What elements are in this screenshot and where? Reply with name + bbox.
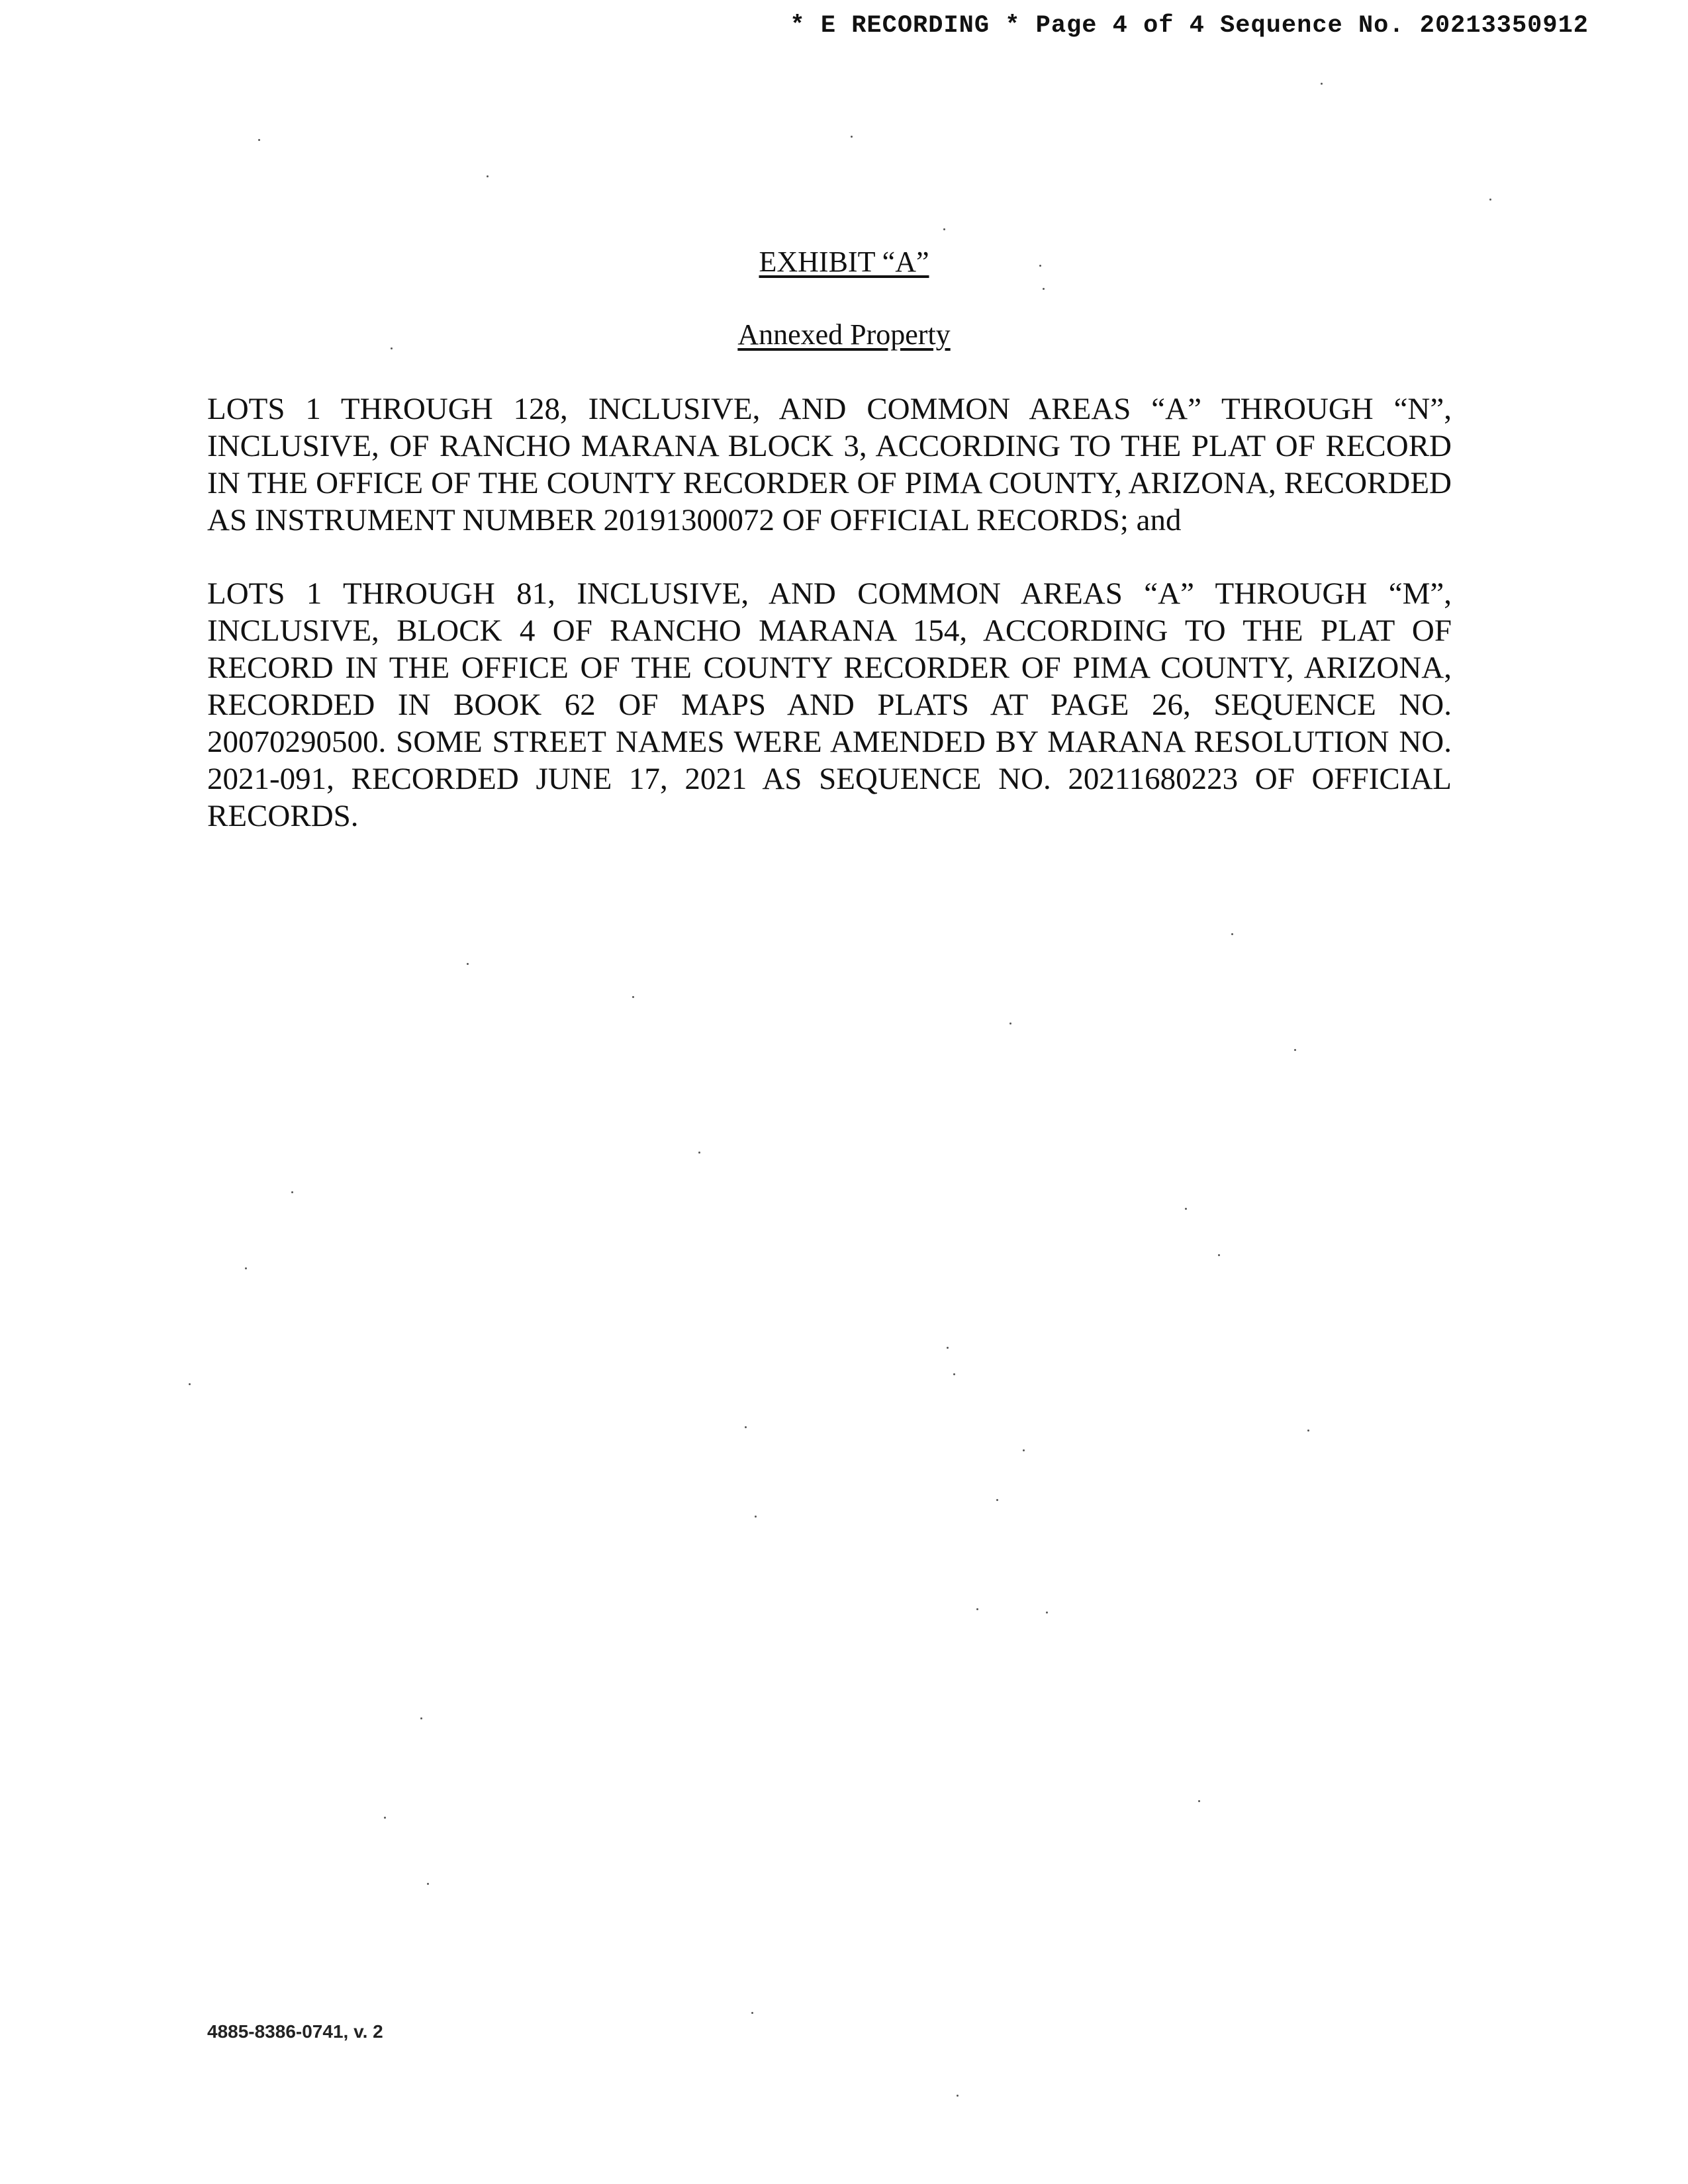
scan-speck <box>755 1516 757 1518</box>
scan-speck <box>258 139 260 141</box>
document-id: 4885-8386-0741, v. 2 <box>207 2021 383 2042</box>
scan-speck <box>1218 1254 1220 1256</box>
scan-speck <box>943 228 945 230</box>
legal-paragraph-block-3: LOTS 1 THROUGH 128, INCLUSIVE, AND COMMON AREAS “A” THROUGH “N”, INCLUSIVE, OF RANCHO MARANA BLOCK 3, ACCORDING TO THE PLAT OF RECORD IN THE OFFICE OF THE COUNTY RECORDER OF PIMA COUNTY, ARIZONA, RECORDED AS INSTRUMENT NUMBER 20191300072 OF OFFICIAL RECORDS; and <box>207 392 1452 537</box>
scan-speck <box>698 1152 700 1154</box>
scan-speck <box>427 1883 429 1885</box>
scan-speck <box>420 1717 422 1719</box>
scan-speck <box>1307 1430 1309 1432</box>
scan-speck <box>1043 288 1045 290</box>
scan-speck <box>953 1373 955 1375</box>
scan-speck <box>1198 1800 1200 1802</box>
scan-speck <box>1321 83 1323 85</box>
legal-paragraph-block-4: LOTS 1 THROUGH 81, INCLUSIVE, AND COMMON AREAS “A” THROUGH “M”, INCLUSIVE, BLOCK 4 OF RANCHO MARANA 154, ACCORDING TO THE PLAT OF RECORD IN THE OFFICE OF THE COUNTY RECORDER OF PIMA COUNTY, ARIZONA, RECORDED IN BOOK 62 OF MAPS AND PLATS AT PAGE 26, SEQUENCE NO. 20070290500. SOME STREET NAMES WERE AMENDED BY MARANA RESOLUTION NO. 2021-091, RECORDED JUNE 17, 2021 AS SEQUENCE NO. 20211680223 OF OFFICIAL RECORDS. <box>207 576 1452 833</box>
legal-description <box>207 390 1452 871</box>
scan-speck <box>1046 1612 1048 1614</box>
scan-speck <box>745 1426 747 1428</box>
scan-speck <box>384 1817 386 1819</box>
scan-speck <box>1294 1049 1296 1051</box>
scan-speck <box>487 175 489 177</box>
scan-speck <box>851 136 853 138</box>
scan-speck <box>1185 1208 1187 1210</box>
scan-speck <box>996 1499 998 1501</box>
scan-speck <box>291 1191 293 1193</box>
scan-speck <box>976 1608 978 1610</box>
scan-speck <box>947 1347 949 1349</box>
scan-speck <box>245 1267 247 1269</box>
scan-speck <box>391 347 393 349</box>
scan-speck <box>1039 265 1041 267</box>
scan-speck <box>1231 933 1233 935</box>
exhibit-subtitle: Annexed Property <box>737 318 951 351</box>
recording-header: * E RECORDING * Page 4 of 4 Sequence No. 20213350912 <box>790 12 1589 40</box>
scan-speck <box>632 996 634 998</box>
scan-speck <box>1489 199 1491 201</box>
scan-speck <box>957 2095 959 2097</box>
scan-speck <box>1009 1023 1011 1024</box>
scan-speck <box>751 2012 753 2014</box>
scan-speck <box>1023 1449 1025 1451</box>
scan-speck <box>467 963 469 965</box>
scan-speck <box>189 1383 191 1385</box>
exhibit-title: EXHIBIT “A” <box>759 246 929 278</box>
